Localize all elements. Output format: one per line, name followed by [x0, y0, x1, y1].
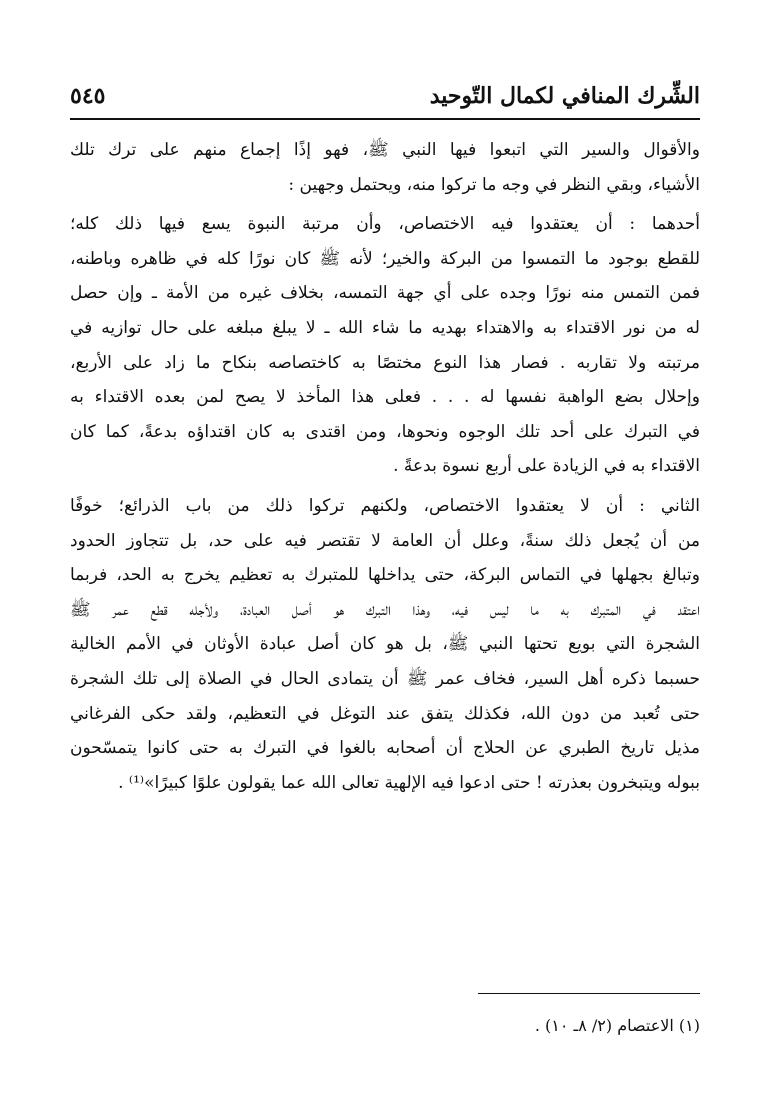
footnote-separator — [478, 993, 700, 994]
text-line: له من نور الاقتداء به والاهتداء بهديه ما شاء الله ـ لا يبلغ مبلغه على حال توازيه في — [70, 317, 700, 338]
text-line: اعتقد في المتبرك به ما ليس فيه، وهذا التبرك هو أصل العبادة، ولأجله قطع عمر ﷺ — [70, 599, 700, 620]
text-line: أحدهما : أن يعتقدوا فيه الاختصاص، وأن مرتبة النبوة يسع فيها ذلك كله؛ — [70, 214, 700, 235]
text-line: من أن يُجعل ذلك سنةً، وعلل أن العامة لا تقتصر فيه على حد، بل تتجاوز الحدود — [70, 530, 700, 551]
paragraph-first-view — [70, 207, 700, 484]
running-title: الشِّرك المنافي لكمال التّوحيد — [429, 83, 700, 109]
text-line: في التبرك على أحد تلك الوجوه ونحوها، ومن اقتدى به كان اقتداؤه بدعةً، كما كان — [70, 421, 700, 442]
text-line: الأشياء، وبقي النظر في وجه ما تركوا منه، ويحتمل وجهين : — [288, 174, 700, 195]
text-line: وتبالغ بجهلها في التماس البركة، حتى يداخلها للمتبرك به تعظيم يخرج به الحد، فربما — [70, 565, 700, 586]
text-line: للقطع بوجود ما التمسوا من البركة والخير؛ لأنه ﷺ كان نورًا كله في ظاهره وباطنه، — [70, 248, 700, 269]
text-line: مرتبته ولا تقاربه . فصار هذا النوع مختصًا به كاختصاصه بنكاح ما زاد على الأربع، — [70, 352, 700, 373]
paragraph-intro — [70, 133, 700, 202]
text-line: الشجرة التي بويع تحتها النبي ﷺ، بل هو كان أصل عبادة الأوثان في الأمم الخالية — [70, 634, 700, 655]
paragraph-second-view — [70, 489, 700, 800]
page-header — [70, 78, 700, 120]
text-line: فمن التمس منه نورًا وجده على أي جهة التمسه، بخلاف غيره من الأمة ـ وإن حصل — [70, 283, 700, 304]
text-line: الاقتداء به في الزيادة على أربع نسوة بدعةً . — [393, 456, 700, 477]
text-line: ببوله ويتبخرون بعذرته ! حتى ادعوا فيه الإلهية تعالى الله عما يقولون علوًا كبيرًا»⁽¹⁾ . — [118, 772, 700, 793]
text-line: والأقوال والسير التي اتبعوا فيها النبي ﷺ، فهو إذًا إجماع منهم على ترك تلك — [70, 140, 700, 160]
text-line: مذيل تاريخ الطبري عن الحلاج أن أصحابه بالغوا في التبرك به حتى كانوا يتمسّحون — [70, 738, 700, 759]
footnote: (١) الاعتصام (٢/ ٨ـ ١٠) . — [534, 1016, 700, 1035]
text-line: وإحلال بضع الواهبة نفسها له . . . فعلى هذا المأخذ لا يصح لمن بعده الاقتداء به — [70, 387, 700, 408]
main-text — [70, 133, 700, 800]
text-line: حسبما ذكره أهل السير، فخاف عمر ﷺ أن يتمادى الحال في الصلاة إلى تلك الشجرة — [70, 668, 700, 689]
page-number: ٥٤٥ — [70, 83, 106, 109]
text-line: الثاني : أن لا يعتقدوا الاختصاص، ولكنهم تركوا ذلك من باب الذرائع؛ خوفًا — [70, 495, 700, 516]
text-line: حتى تُعبد من دون الله، فكذلك يتفق عند التوغل في التعظيم، ولقد حكى الفرغاني — [70, 703, 700, 724]
